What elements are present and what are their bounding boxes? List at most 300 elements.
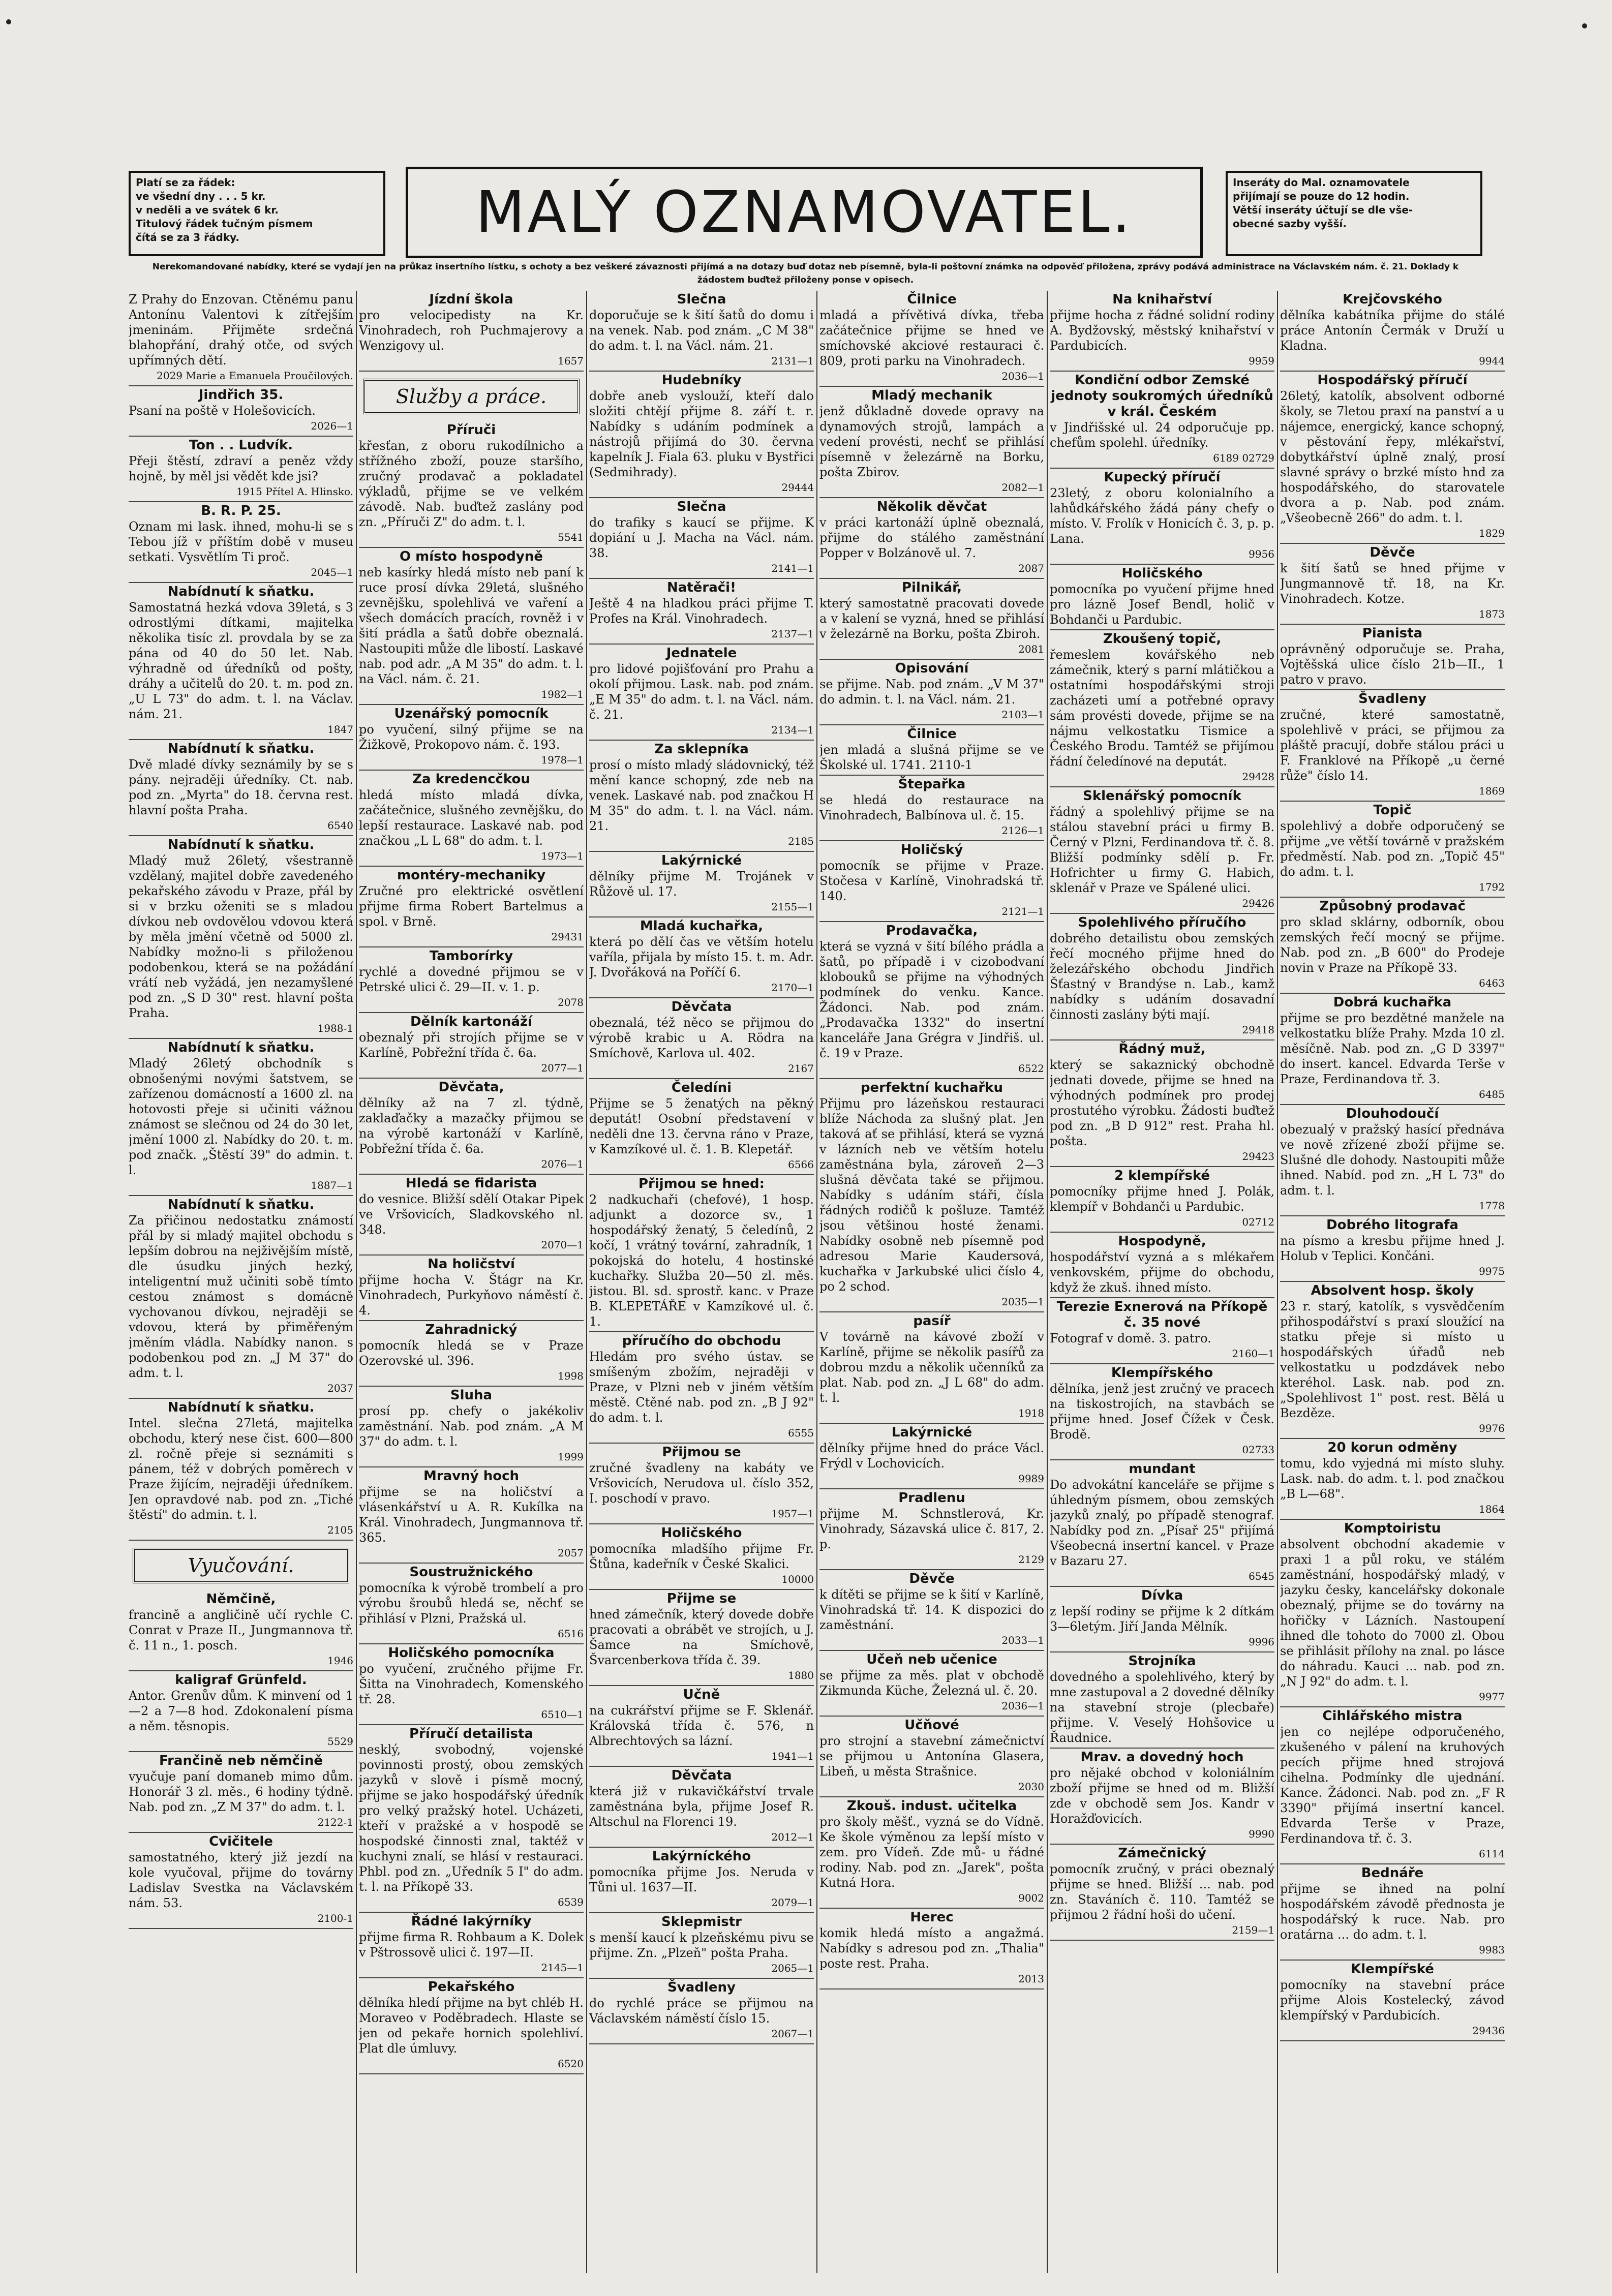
ad-footer: 2126—1 (1001, 824, 1044, 837)
ad-text: křesťan, z oboru rukodílnicho a střížného zboží, pouze staršího, zručný prodavač a pokladatel výkladů, přijme se ve velkém závodě. Nab. buďtež zaslány pod zn. „Příruči Z" do adm. t. l. (359, 439, 584, 529)
ad-heading: Frančině neb němčině (159, 1753, 323, 1768)
classified-ad (1280, 994, 1505, 1105)
ad-text: Z Prahy do Enzovan. Ctěnému panu Antonínu Valentovi k zítřejším jmeninám. Přijměte srdečná blahopřání, drahý otče, od svých upřímných dětí. (129, 292, 353, 368)
ad-text: Mladý muž 26letý, všestranně vzdělaný, majitel dobře zavedeného pekařského závodu v Praze, přál by si v brzku oženiti se s mladou dívkou neb ovdovělou vdovou která by měla jmění včetně od 5000 zl. Nabídky možno-li s přiloženou podobenkou, která se na požádání vrátí neb vyžádá, jen nezamyšlené pod zn. „S D 30" rest. hlavní pošta Praha. (129, 853, 353, 1020)
ad-text: dobře aneb vyslouží, kteří dalo složiti chtějí přijme 8. září t. r. Nabídky s udáním podmínek a nástrojů přijímá do 30. června kapelník J. Fiala 63. pluku v Bystřici (Sedmihrady). (589, 389, 814, 479)
classified-ad (589, 1686, 814, 1767)
classified-ad (819, 841, 1044, 922)
ad-text: mladá a přívětivá dívka, třeba začátečnice přijme se hned ve smíchovské akciové restauraci č. 809, proti parku na Vinohradech. (819, 308, 1044, 368)
ad-heading: Řádné lakýrníky (411, 1914, 532, 1929)
classified-ad (589, 1590, 814, 1686)
ad-text: přijme se pro bezdětné manžele na velkostatku blíže Prahy. Mzda 10 zl. měsíčně. Nab. pod zn. „G D 3397" do insert. kancel. Edvarda Terše v Praze, Ferdinandova tř. 3. (1280, 1011, 1505, 1086)
ad-footer: 2185 (788, 835, 814, 847)
scan-mark (6, 19, 11, 24)
classified-ad (589, 741, 814, 852)
ad-heading: Příruči (446, 422, 496, 438)
ad-heading: Dlouhodoučí (1346, 1106, 1439, 1121)
ad-footer: 6555 (788, 1427, 814, 1439)
classified-ad (589, 998, 814, 1079)
ad-heading: Přijme se (666, 1591, 737, 1606)
ad-footer: 1999 (558, 1451, 584, 1463)
price-box (129, 171, 385, 256)
ad-text: doporučuje se k šití šatů do domu i na venek. Nab. pod znám. „C M 38" do adm. t. l. na Václ. nám. 21. (589, 308, 814, 353)
ad-text: řádný a spolehlivý přijme se na stálou stavební práci u firmy B. Černý v Plzni, Ferdinandova tř. č. 8. Bližší podmínky sdělí p. Fr. Hofrichter u firmy G. Habich, sklenář v Praze ve Spálené ulici. (1050, 805, 1274, 895)
ad-footer: 1869 (1479, 785, 1505, 797)
ad-heading: Klempířské (1351, 1962, 1434, 1977)
ad-footer: 1957—1 (771, 1508, 814, 1520)
ad-footer: 2141—1 (771, 562, 814, 574)
column-rule (1047, 291, 1048, 2273)
ad-text: pomocníka přijme Jos. Neruda v Tůni ul. 1637—II. (589, 1865, 814, 1894)
classified-ad (129, 386, 353, 437)
masthead-subtitle: Nerekomandované nabídky, které se vydají jen na průkaz insertního lístku, s ochoty a bez veškeré závaznosti přijímá a na dotazy buď dotaz neb písemně, byla-li poštovní známka na odpověď přiložena, zprávy podává administrace na Václavském nám. č. 21. Doklady k žádostem buďtež přiloženy ponse v opisech. (152, 262, 1459, 285)
masthead (129, 162, 1482, 288)
ad-heading: Učňové (904, 1718, 959, 1733)
ad-heading: 20 korun odměny (1327, 1440, 1457, 1455)
ad-heading: Učně (683, 1687, 720, 1702)
ad-heading: Přijmou se hned: (638, 1176, 765, 1191)
ad-footer: 02733 (1242, 1444, 1274, 1456)
classified-ad (129, 437, 353, 502)
classified-ad (589, 1913, 814, 1979)
classified-ad (819, 1424, 1044, 1489)
ad-heading: 2 klempířské (1114, 1168, 1210, 1183)
ad-heading: B. R. P. 25. (201, 503, 281, 518)
ad-text: zručné, které samostatně, spolehlivě v práci, se přijmou za pláště pracují, dobře stálou práci u F. Franklové na Příkopě „u černé růže" číslo 14. (1280, 708, 1505, 783)
classified-ad (129, 836, 353, 1039)
ad-text: dobrého detailistu obou zemských řečí mocného přijme hned do železářského obchodu Jindřich Šťastný v Brandýse n. Lab., kamž nabídky s udáním dosavadní činnosti zaslány býti mají. (1050, 931, 1274, 1022)
ad-footer: 6510—1 (541, 1708, 584, 1721)
ad-text: neb kasírky hledá místo neb paní k ruce prosí dívka 29letá, slušného zevnějšku, spolehlivá ve vaření a všech domácích pracích, rovněž i v šití prádla a šatů dobře obeznalá. Nastoupiti může dle libostí. Laskavé nab. pod adr. „A M 35" do adm. t. l. na Václ. nám. č. 21. (359, 565, 584, 686)
ad-heading: Dobrá kuchařka (1333, 995, 1452, 1010)
ad-footer: 6520 (558, 2058, 584, 2070)
classified-ad (129, 1590, 353, 1671)
ad-heading: Švadleny (1358, 691, 1426, 707)
ad-footer: 2160—1 (1232, 1348, 1274, 1360)
classified-ad (1050, 291, 1274, 372)
ad-text: dělníky přijme M. Trojánek v Růžově ul. 17. (589, 869, 814, 899)
ad-heading: Zahradnický (425, 1322, 518, 1337)
classified-ad (589, 1175, 814, 1332)
classified-ad (1280, 1216, 1505, 1282)
ad-heading: Příručí detailista (409, 1726, 533, 1741)
ad-heading: Pianista (1362, 626, 1423, 641)
ad-footer: 2036—1 (1001, 1700, 1044, 1712)
classified-ad (359, 1725, 584, 1913)
notice-box (1226, 171, 1482, 256)
ad-heading: Čeledíni (671, 1080, 732, 1095)
notice-line: Inseráty do Mal. oznamovatele (1233, 176, 1410, 189)
ad-text: nesklý, svobodný, vojenské povinnosti prostý, obou zemských jazyků v slově i písmě mocný, přijme se jako hospodářský úředník pro velký pražský hotel. Ucházeti, kteří v pražské a v hospodě se hospodské činnosti znal, taktéž v kuchyni znalí, se hlásí v restauraci. Phbl. pod zn. „Uředník 5 I" do adm. t. l. na Příkopě 33. (359, 1742, 584, 1894)
ad-text: který samostatně pracovati dovede a v kalení se vyzná, hned se přihlásí v železárně na Borku, pošta Zbiroh. (819, 596, 1044, 641)
ad-text: pro nějaké obchod v koloniálním zboží přijme se hned od m. Bližší zde v obchodě sem Jos. Kandr v Horažďovicích. (1050, 1766, 1274, 1826)
ad-footer: 2037 (327, 1382, 353, 1394)
classified-ad (589, 1444, 814, 1524)
ad-footer: 6566 (788, 1158, 814, 1171)
ad-text: po vyučení, silný přijme se na Žižkově, Prokopovo nám. č. 193. (359, 722, 584, 752)
classified-ad (1280, 291, 1505, 372)
classified-ad (819, 291, 1044, 387)
classified-ad (129, 583, 353, 740)
classified-ad (129, 1039, 353, 1196)
ad-text: pomocníka mladšího přijme Fr. Štůna, kadeřník v České Skalici. (589, 1542, 814, 1571)
classified-ad (819, 1909, 1044, 1989)
ad-text: Za přičinou nedostatku známostí přál by si mladý majitel obchodu s lepším dobrou na nejživějším místě, dle úsudku jiných hezký, inteligentní muž učiniti sobě tímto cestou známost s domácně vychovanou dívkou, nejraději se vdovou, která by přiměřeným jměním vládla. Nabídky nanon. s podobenkou pod zn. „J M 37" do adm. t. l. (129, 1213, 353, 1380)
ad-heading: Sluha (450, 1388, 493, 1403)
ad-heading: Bednáře (1361, 1865, 1424, 1881)
ad-heading: Na knihařství (1112, 292, 1212, 307)
ad-heading: Řádný muž, (1118, 1042, 1206, 1057)
column-3 (589, 291, 814, 2273)
classified-ad (129, 1833, 353, 1929)
ad-text: přijme M. Schnstlerová, Kr. Vinohrady, Sázavská ulice č. 817, 2. p. (819, 1507, 1044, 1551)
ad-footer: 1941—1 (771, 1750, 814, 1762)
ad-heading: Terezie Exnerová na Příkopě č. 35 nové (1056, 1299, 1268, 1330)
ad-text: přijme se na holičství a vlásenkářství u A. R. Kukílka na Král. Vinohradech, Jungmannova tř. 365. (359, 1485, 584, 1545)
classified-ad (359, 1387, 584, 1467)
ad-text: pro lidové pojišťování pro Prahu a okolí přijmou. Lask. nab. pod znám. „E M 35" do adm. t. l. na Václ. nám. č. 21. (589, 662, 814, 722)
ad-text: přijme hocha V. Štágr na Kr. Vinohradech, Purkyňovo náměstí č. 4. (359, 1273, 584, 1318)
ad-heading: Herec (910, 1910, 954, 1925)
ad-heading: Děvčata, (438, 1080, 504, 1095)
classified-ad (359, 771, 584, 867)
classified-ad (129, 1399, 353, 1541)
ad-footer: 1847 (327, 723, 353, 736)
classified-ad (1050, 1652, 1274, 1749)
ad-text: hned zámečník, který dovede dobře pracovati a obrábět ve strojích, u J. Šamce na Smíchově, Švarcenberkova třída č. 39. (589, 1607, 814, 1667)
ad-heading: Nabídnutí k sňatku. (167, 837, 315, 852)
ad-footer: 2079—1 (771, 1896, 814, 1909)
classified-ad (1280, 1105, 1505, 1216)
ad-footer: 2081 (1018, 643, 1044, 655)
classified-ad (1050, 1460, 1274, 1587)
classified-ad (589, 372, 814, 498)
ad-footer: 2078 (558, 996, 584, 1008)
ad-text: pro strojní a stavební zámečnictví se přijmou u Antonína Glasera, Libeň, u města Strašnice. (819, 1734, 1044, 1779)
ad-text: se přijme. Nab. pod znám. „V M 37" do admin. t. l. na Václ. nám. 21. (819, 677, 1044, 707)
ad-heading: Hospodyně, (1118, 1234, 1206, 1249)
ad-text: pomocník hledá se v Praze Ozerovské ul. 396. (359, 1338, 584, 1368)
ad-footer: 1998 (558, 1370, 584, 1382)
ad-heading: pasíř (913, 1313, 951, 1329)
ad-footer: 9990 (1249, 1828, 1274, 1840)
ad-text: obeznalá, též něco se přijmou do výrobě krabic u A. Rödra na Smíchově, Karlova ul. 402. (589, 1016, 814, 1060)
ad-text: do trafiky s kaucí se přijme. K dopiání u J. Macha na Václ. nám. 38. (589, 515, 814, 560)
classified-ad (359, 867, 584, 947)
ad-heading: Hledá se fidarista (405, 1176, 537, 1191)
classified-ad (589, 917, 814, 998)
classified-ad (1050, 1040, 1274, 1167)
classified-ad (359, 1256, 584, 1321)
ad-heading: Nabídnutí k sňatku. (167, 1197, 315, 1212)
ad-footer: 2036—1 (1001, 370, 1044, 382)
ad-heading: Jednatele (666, 646, 737, 661)
ad-text: Do advokátní kanceláře se přijme s úhledným písmem, obou zemských jazyků znalý, po případě stenograf. Nabídky pod zn. „Písař 25" přijímá Všeobecná insertní kancel. v Praze v Bazaru 27. (1050, 1478, 1274, 1568)
classified-ad (1280, 372, 1505, 544)
ad-footer: 2057 (558, 1547, 584, 1559)
classified-ad (589, 291, 814, 372)
ad-heading: Kupecký příručí (1104, 470, 1221, 485)
ad-footer: 9956 (1249, 548, 1274, 560)
ad-heading: perfektní kuchařku (860, 1080, 1003, 1095)
section-heading: Vyučování. (133, 1548, 349, 1583)
ad-heading: Nabídnutí k sňatku. (167, 741, 315, 756)
classified-ad (1050, 469, 1274, 565)
column-rule (1277, 291, 1278, 2273)
ad-heading: Lakýrnické (661, 853, 742, 868)
classified-ad (359, 947, 584, 1013)
ad-text: pomocník zručný, v práci obeznalý přijme se hned. Bližší ... nab. pod zn. Staváních č. 110. Tamtéž se přijmou 2 řádní hoši do učení. (1050, 1862, 1274, 1922)
ad-text: která se vyzná v šití bílého prádla a šatů, po případě i v cizobodvaní klobouků se přijme na výhodných podmínek do venku. Kance. Žádonci. Nab. pod znám. „Prodavačka 1332" do insertní kanceláře Jana Grégra v Jindřiš. ul. č. 19 v Praze. (819, 939, 1044, 1060)
ad-footer: 2145—1 (541, 1962, 584, 1974)
ad-footer: 29423 (1242, 1150, 1274, 1162)
ad-heading: Natěrači! (667, 580, 736, 595)
classified-ad (589, 498, 814, 579)
ad-text: zručné švadleny na kabáty ve Vršovicích, Nerudova ul. číslo 352, I. poschodí v pravo. (589, 1461, 814, 1506)
ad-text: se přijme za měs. plat v obchodě Zikmunda Küche, Železná ul. č. 20. (819, 1668, 1044, 1698)
ad-text: pro školy měšť., vyzná se do Vídně. Ke škole výměnou za lepší místo v zem. pro Vídeň. Zde mů- u řádné rodiny. Nab. pod zn. „Jarek", pošta Kutná Hora. (819, 1815, 1044, 1890)
ad-text: se hledá do restaurace na Vinohradech, Balbínova ul. č. 15. (819, 793, 1044, 822)
ad-footer: 2076—1 (541, 1158, 584, 1170)
ad-footer: 6539 (558, 1896, 584, 1908)
classified-ad (1050, 1587, 1274, 1652)
ad-text: dovedného a spolehlivého, který by mne zastupoval a 2 dovedné dělníky na stavební stroje (plecbaře) přijme. V. Veselý Hohšovice u Řaudnice. (1050, 1670, 1274, 1745)
ad-text: který se sakaznický obchodně jednati dovede, přijme se hned na výhodných podmínek pro prodej prostutého výrobku. Žádosti buďtež pod zn. „B D 912" rest. Praha hl. pošta. (1050, 1058, 1274, 1148)
ad-footer: 2082—1 (1001, 481, 1044, 494)
ad-text: Samostatná hezká vdova 39letá, s 3 odrostlými dítkami, majitelka několika tisíc zl. provdala by se za pána od 40 do 50 let. Nab. výhradně od úředníků od pošty, dráhy a učitelů do 20. t. m. pod zn. „U L 73" do adm. t. l. na Václav. nám. 21. (129, 600, 353, 721)
ad-text: prosí pp. chefy o jakékoliv zaměstnání. Nab. pod znám. „A M 37" do adm. t. l. (359, 1404, 584, 1449)
ad-heading: Absolvent hosp. školy (1311, 1283, 1474, 1298)
classified-ad (1050, 787, 1274, 914)
column-2 (359, 291, 584, 2273)
ad-text: dělníka kabátníka přijme do stálé práce Antonín Čermák v Druží u Kladna. (1280, 308, 1505, 353)
ad-text: do vesnice. Bližší sdělí Otakar Pipek ve Vršovicích, Sladkovského nl. 348. (359, 1192, 584, 1237)
ad-text: pomocníky přijme hned J. Polák, klempíř v Bohdanči u Pardubic. (1050, 1184, 1274, 1214)
ad-footer: 1873 (1479, 608, 1505, 620)
ad-text: francině a angličině učí rychle C. Conrat v Praze II., Jungmannova tř. č. 11 n., 1. posch. (129, 1608, 353, 1652)
classified-ad (1050, 1298, 1274, 1364)
ad-footer: 6114 (1479, 1848, 1505, 1860)
page-title: MALÝ OZNAMOVATEL. (406, 167, 1203, 258)
ad-text: na cukrářství přijme se F. Sklenář. Královská třída č. 576, n Albrechtových sa lázní. (589, 1703, 814, 1748)
ad-footer: 9002 (1018, 1892, 1044, 1904)
classified-ad (359, 291, 584, 372)
ad-footer: 2070—1 (541, 1239, 584, 1251)
ad-heading: Mravný hoch (423, 1468, 519, 1484)
classified-ad (1050, 1845, 1274, 1941)
ad-heading: Dívka (1141, 1588, 1183, 1603)
classified-ad (1280, 1961, 1505, 2041)
classified-ad (819, 1797, 1044, 1909)
ad-text: do rychlé práce se přijmou na Václavském náměstí číslo 15. (589, 1996, 814, 2026)
ad-heading: Spolehlivého příručího (1078, 915, 1246, 930)
classified-ad (1280, 690, 1505, 802)
ad-text: 23letý, z oboru kolonialního a lahůdkářského žádá pány chefy o místo. V. Frolík v Honicích č. 3, p. p. Lana. (1050, 486, 1274, 546)
ad-footer: 1915 Přítel A. Hlinsko. (236, 485, 353, 498)
classified-ad (1280, 1520, 1505, 1707)
ad-heading: Děvčata (671, 1768, 732, 1783)
ad-footer: 2013 (1018, 1973, 1044, 1985)
classified-ad (819, 498, 1044, 579)
ad-heading: O místo hospodyně (399, 549, 543, 564)
ad-text: dělníka hledí přijme na byt chléb H. Moraveo v Poděbradech. Hlaste se jen od pekaře hornich spolehliví. Plat dle úmluvy. (359, 1996, 584, 2056)
ad-footer: 1778 (1479, 1200, 1505, 1212)
classified-ad (819, 579, 1044, 660)
classified-ad (589, 1767, 814, 1848)
ad-text: Ještě 4 na hladkou práci přijme T. Profes na Král. Vinohradech. (589, 596, 814, 626)
ad-heading: Prodavačka, (886, 923, 978, 938)
ad-heading: Za sklepníka (654, 742, 749, 757)
ad-footer: 29436 (1472, 2025, 1505, 2037)
ad-footer: 5529 (327, 1735, 353, 1748)
ad-heading: montéry-mechaniky (397, 868, 545, 883)
classified-ad (589, 645, 814, 741)
ad-footer: 6463 (1479, 977, 1505, 989)
ad-heading: Soustružnického (409, 1565, 533, 1580)
ad-text: tomu, kdo vyjedná mi místo sluhy. Lask. nab. do adm. t. l. pod značkou „B L—68". (1280, 1456, 1505, 1501)
ad-heading: Pilnikář, (901, 580, 962, 595)
ad-footer: 29418 (1242, 1024, 1274, 1036)
ad-heading: Zkouš. indust. učitelka (846, 1798, 1017, 1814)
ad-heading: Čilnice (907, 726, 957, 742)
classified-ad (129, 1671, 353, 1752)
classified-ad (359, 421, 584, 548)
classified-ad (819, 725, 1044, 776)
ad-footer: 02712 (1242, 1216, 1274, 1228)
ad-footer: 1982—1 (541, 688, 584, 700)
ad-footer: 1880 (788, 1669, 814, 1681)
ad-text: 2 nadkuchaři (chefové), 1 hosp. adjunkt a dozorce sv., 1 hospodářský ženatý, 5 čeledínů, 2 kočí, 1 vrátný tovární, zahradník, 1 pokojská do hotelu, 4 hostinské kuchařky. Služba 20—50 zl. měs. jistou. Bl. sd. sprostř. kanc. v Praze B. KLEPETÁŘE v Kamzíkové ul. č. 1. (589, 1192, 814, 1329)
column-5 (1050, 291, 1274, 2273)
ad-text: samostatného, který již jezdí na kole vyučoval, přijme do továrny Ladislav Svestka na Václavském nám. 53. (129, 1850, 353, 1910)
ad-heading: Nabídnutí k sňatku. (167, 1400, 315, 1415)
ad-footer: 1973—1 (541, 850, 584, 862)
classified-ad (819, 387, 1044, 498)
classified-ad (589, 1979, 814, 2044)
ad-heading: Uzenářský pomocník (394, 706, 549, 721)
classified-ad (819, 1312, 1044, 1424)
ad-text: přijme firma R. Rohbaum a K. Dolek v Pštrossově ulici č. 197—II. (359, 1930, 584, 1960)
ad-footer: 2105 (327, 1524, 353, 1536)
classified-ad (819, 1717, 1044, 1797)
column-1 (129, 291, 353, 2273)
ad-footer: 1978—1 (541, 754, 584, 766)
classified-ad (819, 1651, 1044, 1717)
ad-heading: Dělník kartonáží (410, 1014, 532, 1029)
classified-ad (589, 1848, 814, 1913)
ad-text: k šití šatů se hned přijme v Jungmannově tř. 18, na Kr. Vinohradech. Kotze. (1280, 561, 1505, 606)
ad-heading: Čilnice (907, 292, 957, 307)
ad-heading: Kondiční odbor Zemské jednoty soukromých úředníků v král. Českém (1051, 373, 1273, 419)
ad-text: pomocníky na stavební práce přijme Alois Kostelecký, závod klempířský v Pardubicích. (1280, 1978, 1505, 2023)
classified-ad (129, 1752, 353, 1833)
ad-text: v Jindřišské ul. 24 odporučuje pp. chefům spolehl. úředníky. (1050, 420, 1274, 450)
ad-footer: 29428 (1242, 771, 1274, 783)
ad-heading: Strojníka (1128, 1654, 1196, 1669)
ad-footer: 2030 (1018, 1781, 1044, 1793)
classified-ad (1050, 1749, 1274, 1845)
ad-text: Psaní na poště v Holešovicích. (129, 404, 316, 418)
ad-text: Intel. slečna 27letá, majitelka obchodu, který nese čist. 600—800 zl. ročně přeje si seznámiti s pánem, též v dobrých poměrech v Praze žijícím, nejraději úředníkem. Jen opravdové nab. pod zn. „Tiché štěstí" do admin. t. l. (129, 1416, 353, 1522)
classified-ad (359, 1079, 584, 1175)
ad-heading: Mrav. a dovedný hoch (1080, 1750, 1244, 1765)
ad-heading: Děvče (1370, 545, 1415, 560)
ad-heading: Němčině, (206, 1591, 276, 1607)
ad-text: která po dělí čas ve větším hotelu vaříla, přijala by místo 15. t. m. Adr. J. Dvořáková na Poříčí 6. (589, 935, 814, 979)
ad-heading: Holičského (661, 1525, 742, 1541)
classified-ad (1280, 625, 1505, 690)
ad-heading: Hudebníky (661, 373, 742, 388)
classified-ad (1280, 898, 1505, 994)
ad-heading: Děvčata (671, 999, 732, 1015)
classified-ad (589, 579, 814, 645)
ad-heading: Na holičství (428, 1257, 515, 1272)
ad-footer: 29431 (551, 931, 584, 943)
ad-text: jenž důkladně dovede opravy na dynamových strojů, lampách a vedení provésti, nechť se přihlásí písemně v železárně na Borku, pošta Zbirov. (819, 404, 1044, 479)
ad-text: oprávněný odporučuje se. Praha, Vojtěšská ulice číslo 21b—II., 1 patro v pravo. (1280, 642, 1505, 687)
classified-ad (1280, 802, 1505, 898)
ad-heading: Pradlenu (898, 1490, 965, 1506)
classified-ad (1050, 914, 1274, 1040)
classified-ad (819, 660, 1044, 725)
ad-text: Přijmu pro lázeňskou restauraci blíže Náchoda za slušný plat. Jen taková ať se přihlásí, která se vyzná v lázních neb ve větším hotelu zaměstnána byla, zároveň 2—3 slušná děvčata také se přijmou. Nabídky s udáním stáři, čísla řádných rodičů k pošluze. Tamtéž jsou většinou hosté ženami. Nabídky osobně neb písemně pod adresou Marie Kaudersová, kuchařka v Jarkubské ulici číslo 4, po 2 schod. (819, 1096, 1044, 1294)
column-rule (816, 291, 817, 2273)
ad-text: obeznalý při strojích přijme se v Karlíně, Pobřežní třída č. 6a. (359, 1030, 584, 1060)
classified-ad (589, 1524, 814, 1590)
classified-ad (1280, 1439, 1505, 1520)
ad-text: vyučuje paní domaneb mimo dům. Honorář 3 zl. měs., 6 hodiny týdně. Nab. pod zn. „Z M 37" do adm. t. l. (129, 1769, 353, 1814)
ad-footer: 1887—1 (311, 1179, 353, 1191)
ad-text: hospodářství vyzná a s mlékařem venkovském, přijme do obchodu, když že zkuš. ihned místo. (1050, 1250, 1274, 1295)
notice-line: přijímají se pouze do 12 hodin. (1233, 190, 1410, 202)
classified-ad (359, 1913, 584, 1978)
ad-footer: 9983 (1479, 1944, 1505, 1956)
ad-text: pro sklad sklárny, odborník, obou zemských řečí mocný se přijme. Nab. pod zn. „B 600" do Prodeje novin v Praze na Příkopě 33. (1280, 915, 1505, 975)
ad-footer: 2137—1 (771, 628, 814, 640)
column-6 (1280, 291, 1505, 2273)
ad-footer: 2065—1 (771, 1962, 814, 1974)
classified-ad (359, 1467, 584, 1564)
ad-footer: 2170—1 (771, 982, 814, 994)
ad-heading: Zámečnický (1118, 1846, 1206, 1861)
ad-footer: 2067—1 (771, 2028, 814, 2040)
ad-footer: 1792 (1479, 881, 1505, 893)
ad-footer: 9975 (1479, 1265, 1505, 1277)
classified-ad (589, 1332, 814, 1444)
ad-text: na písmo a kresbu přijme hned J. Holub v Teplici. Končáni. (1280, 1234, 1505, 1263)
column-rule (356, 291, 357, 2273)
ad-text: dělníky až na 7 zl. týdně, zaklaďačky a mazačky přijmou se na výrobě kartonáží v Karlíně, Pobřežní třída č. 6a. (359, 1096, 584, 1156)
classified-ad (359, 705, 584, 771)
ad-footer: 9977 (1479, 1691, 1505, 1703)
classified-ad (819, 922, 1044, 1079)
notice-line: obecné sazby vyšší. (1233, 218, 1347, 230)
ad-heading: Jízdní škola (429, 292, 513, 307)
ad-heading: Opisování (895, 661, 969, 676)
ad-heading: Ton . . Ludvík. (189, 438, 293, 453)
price-line: ve všední dny . . . 5 kr. (136, 190, 266, 202)
ad-text: pomocník se přijme v Praze. Stočesa v Karlíně, Vinohradská tř. 140. (819, 859, 1044, 903)
ad-footer: 2026—1 (311, 420, 353, 432)
ad-text: prosí o místo mladý sládovnický, též mění kance schopný, zde neb na venek. Laskavé nab. pod značkou H M 35" do adm. t. l. na Václ. nám. 21. (589, 758, 814, 833)
ad-footer: 1829 (1479, 527, 1505, 539)
classified-ad (1280, 544, 1505, 625)
ad-heading: příručího do obchodu (622, 1333, 781, 1349)
ad-text: Dvě mladé dívky seznámily by se s pány. nejraději úředníky. Ct. nab. pod zn. „Myrta" do 18. června rest. hlavní pošta Praha. (129, 757, 353, 817)
notice-line: Větší inseráty účtují se dle vše- (1233, 204, 1413, 216)
ad-text: pro velocipedisty na Kr. Vinohradech, roh Puchmajerovy a Wenzigovy ul. (359, 308, 584, 353)
classified-ad (1050, 1233, 1274, 1298)
